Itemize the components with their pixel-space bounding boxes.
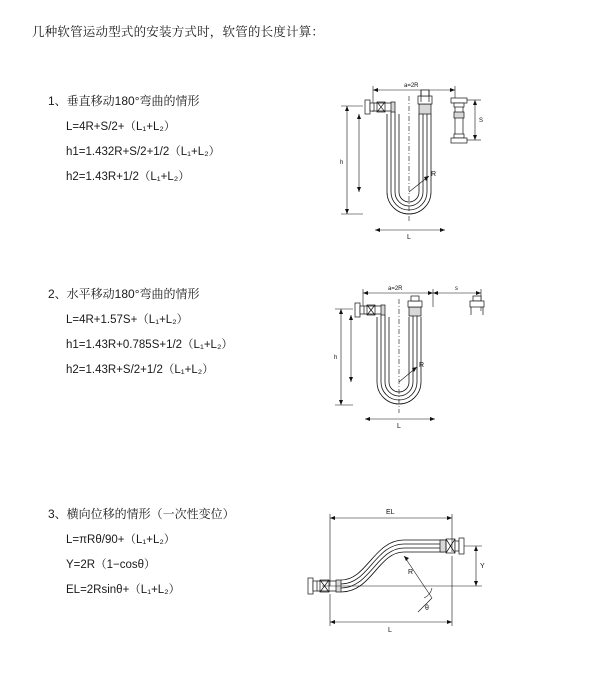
dim-label-h-2: h bbox=[334, 355, 338, 361]
dim-label-el: EL bbox=[386, 509, 395, 516]
figure-horizontal-180-bend bbox=[305, 277, 505, 457]
section-3-heading: 3、横向位移的情形（一次性变位） bbox=[48, 507, 235, 521]
section-2-formula-2: h1=1.43R+0.785S+1/2（L₁+L₂） bbox=[66, 339, 233, 351]
section-3-text bbox=[48, 505, 308, 606]
dim-label-r: R bbox=[431, 171, 437, 178]
section-3-formula-3: EL=2Rsinθ+（L₁+L₂） bbox=[66, 584, 181, 596]
dim-label-theta: θ bbox=[425, 605, 429, 612]
dim-label-a2r: a=2R bbox=[404, 83, 419, 89]
dim-label-a2r-2: a=2R bbox=[388, 286, 403, 292]
section-3-formula-2: Y=2R（1−cosθ） bbox=[66, 559, 156, 571]
dim-label-s-2: s bbox=[455, 286, 458, 292]
dim-label-l-2: L bbox=[397, 423, 401, 430]
section-3-formula-1: L=πRθ/90+（L₁+L₂） bbox=[66, 534, 176, 546]
dim-label-r-3: R bbox=[408, 569, 414, 576]
dim-label-l-3: L bbox=[388, 627, 392, 634]
section-1-formula-2: h1=1.432R+S/2+1/2（L₁+L₂） bbox=[66, 146, 221, 158]
section-2-formula-1: L=4R+1.57S+（L₁+L₂） bbox=[66, 314, 189, 326]
dim-label-y: Y bbox=[480, 563, 485, 570]
page-title: 几种软管运动型式的安装方式时，软管的长度计算： bbox=[32, 25, 325, 39]
dim-label-s: S bbox=[479, 118, 484, 124]
section-2-heading: 2、水平移动180°弯曲的情形 bbox=[48, 287, 200, 301]
figure-lateral-offset bbox=[292, 500, 492, 640]
dim-label-l: L bbox=[407, 234, 411, 241]
section-1-formula-3: h2=1.43R+1/2（L₁+L₂） bbox=[66, 171, 190, 183]
section-1-formula-1: L=4R+S/2+（L₁+L₂） bbox=[66, 121, 176, 133]
section-1-heading: 1、垂直移动180°弯曲的情形 bbox=[48, 94, 200, 108]
dim-label-r-2: R bbox=[419, 362, 425, 369]
dim-label-h: h bbox=[340, 160, 344, 166]
section-2-formula-3: h2=1.43R+S/2+1/2（L₁+L₂） bbox=[66, 364, 214, 376]
section-2-text bbox=[48, 285, 308, 386]
section-1-text bbox=[48, 92, 308, 193]
figure-vertical-180-bend bbox=[305, 72, 505, 272]
